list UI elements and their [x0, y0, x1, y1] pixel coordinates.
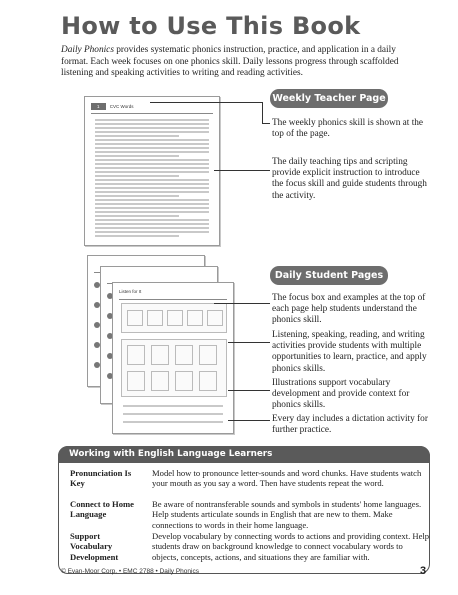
connector-line: [214, 170, 270, 171]
thumbnail-text-line: [95, 147, 209, 149]
student-thumb-front-header: [119, 289, 227, 300]
connector-line: [228, 390, 270, 391]
teacher-thumb-tab: 1: [91, 103, 106, 110]
thumbnail-text-line: [95, 155, 179, 157]
thumbnail-text-line: [95, 211, 209, 213]
thumbnail-text-line: [95, 223, 209, 225]
connector-line: [262, 123, 270, 124]
thumbnail-text-line: [95, 195, 179, 197]
connector-line: [150, 102, 263, 103]
weekly-teacher-page-heading: Weekly Teacher Page: [270, 89, 388, 108]
connector-line: [262, 102, 263, 124]
student-note-4: Every day includes a dictation activity for further practice.: [272, 414, 428, 436]
ell-term: Pronunciation Is Key: [70, 468, 132, 489]
student-note-2: Listening, speaking, reading, and writing activities provide students with multiple opportunities to learn, practice, and apply phonics skills.: [272, 330, 427, 374]
picture-cell: [151, 371, 169, 391]
picture-cell: [199, 371, 217, 391]
picture-cell: [147, 310, 163, 326]
picture-cell: [175, 371, 193, 391]
thumbnail-text-line: [95, 215, 179, 217]
ell-definition: Model how to pronounce letter-sounds and word chunks. Have students watch your mouth as you say a word. Then have students repeat the word.: [152, 468, 422, 489]
intro-paragraph: [61, 45, 421, 80]
teacher-note-2: The daily teaching tips and scripting provide explicit instruction to introduce the focus skill and guide students through the activity.: [272, 157, 427, 201]
thumbnail-text-line: [95, 199, 209, 201]
thumbnail-text-line: [95, 203, 209, 205]
ell-heading: Working with English Language Learners: [58, 446, 430, 463]
thumbnail-text-line: [95, 123, 209, 125]
ell-definition: Be aware of nontransferable sounds and symbols in students' home languages. Help students articulate sounds in English that are new to them. Make connections to words in their home language.: [152, 499, 422, 530]
thumbnail-text-line: [95, 231, 209, 233]
student-page-thumbnail-front: [112, 282, 234, 434]
ell-term: Support Vocabulary Development: [70, 531, 119, 562]
page-number: 3: [420, 565, 427, 577]
picture-cell: [167, 310, 183, 326]
picture-cell: [187, 310, 203, 326]
daily-student-pages-heading: Daily Student Pages: [270, 266, 388, 285]
thumbnail-text-line: [95, 167, 209, 169]
connector-line: [214, 303, 270, 304]
thumbnail-text-line: [95, 183, 209, 185]
thumbnail-text-line: [95, 139, 209, 141]
teacher-page-thumbnail: [84, 96, 220, 246]
footer-credit: © Evan-Moor Corp. • EMC 2788 • Daily Phonics: [61, 568, 199, 575]
thumbnail-text-line: [95, 127, 209, 129]
teacher-thumb-header: [91, 103, 213, 114]
thumbnail-text-line: [95, 179, 209, 181]
connector-line: [228, 420, 270, 421]
ell-row: [70, 468, 425, 496]
teacher-note-1: The weekly phonics skill is shown at the top of the page.: [272, 118, 424, 140]
thumbnail-text-line: [95, 191, 209, 193]
intro-text: provides systematic phonics instruction, practice, and application in a daily format. Each week focuses on one phonics skill. Daily lessons progress through scaffolded listening and speaking activities to writing and reading activities.: [61, 45, 399, 79]
thumbnail-text-line: [95, 143, 209, 145]
thumbnail-text-line: [95, 227, 209, 229]
thumbnail-text-line: [95, 187, 209, 189]
page-title: How to Use This Book: [61, 12, 361, 40]
thumbnail-text-line: [95, 163, 209, 165]
thumbnail-text-line: [95, 135, 179, 137]
ell-term: Connect to Home Language: [70, 499, 134, 520]
thumbnail-text-line: [95, 235, 179, 237]
teacher-thumb-title: CVC Words: [109, 104, 134, 109]
thumbnail-text-line: [95, 119, 209, 121]
thumbnail-text-line: [95, 219, 209, 221]
picture-cell: [127, 371, 145, 391]
thumbnail-text-line: [95, 207, 209, 209]
dictation-line: [123, 413, 223, 415]
dictation-line: [123, 421, 223, 423]
picture-cell: [199, 345, 217, 365]
connector-line: [228, 342, 270, 343]
ell-definition: Develop vocabulary by connecting words to actions and providing context. Help students draw on background knowledge to connect vocabulary words to objects, concepts, actions, and situations they are familiar with.: [152, 531, 430, 562]
ell-row: [70, 531, 430, 565]
student-note-3: Illustrations support vocabulary development and provide context for phonics skills.: [272, 378, 410, 411]
thumbnail-text-line: [95, 171, 209, 173]
thumbnail-text-line: [95, 159, 209, 161]
thumbnail-text-line: [95, 131, 209, 133]
picture-cell: [127, 310, 143, 326]
ell-row: [70, 499, 425, 529]
picture-cell: [127, 345, 145, 365]
intro-book-title: Daily Phonics: [61, 45, 114, 55]
thumbnail-text-line: [95, 175, 179, 177]
picture-cell: [151, 345, 169, 365]
picture-cell: [207, 310, 223, 326]
student-thumb-title: Listen for It: [119, 289, 142, 294]
thumbnail-text-line: [95, 151, 209, 153]
student-note-1: The focus box and examples at the top of each page help students understand the phonics skill.: [272, 293, 426, 326]
picture-cell: [175, 345, 193, 365]
dictation-line: [123, 405, 223, 407]
